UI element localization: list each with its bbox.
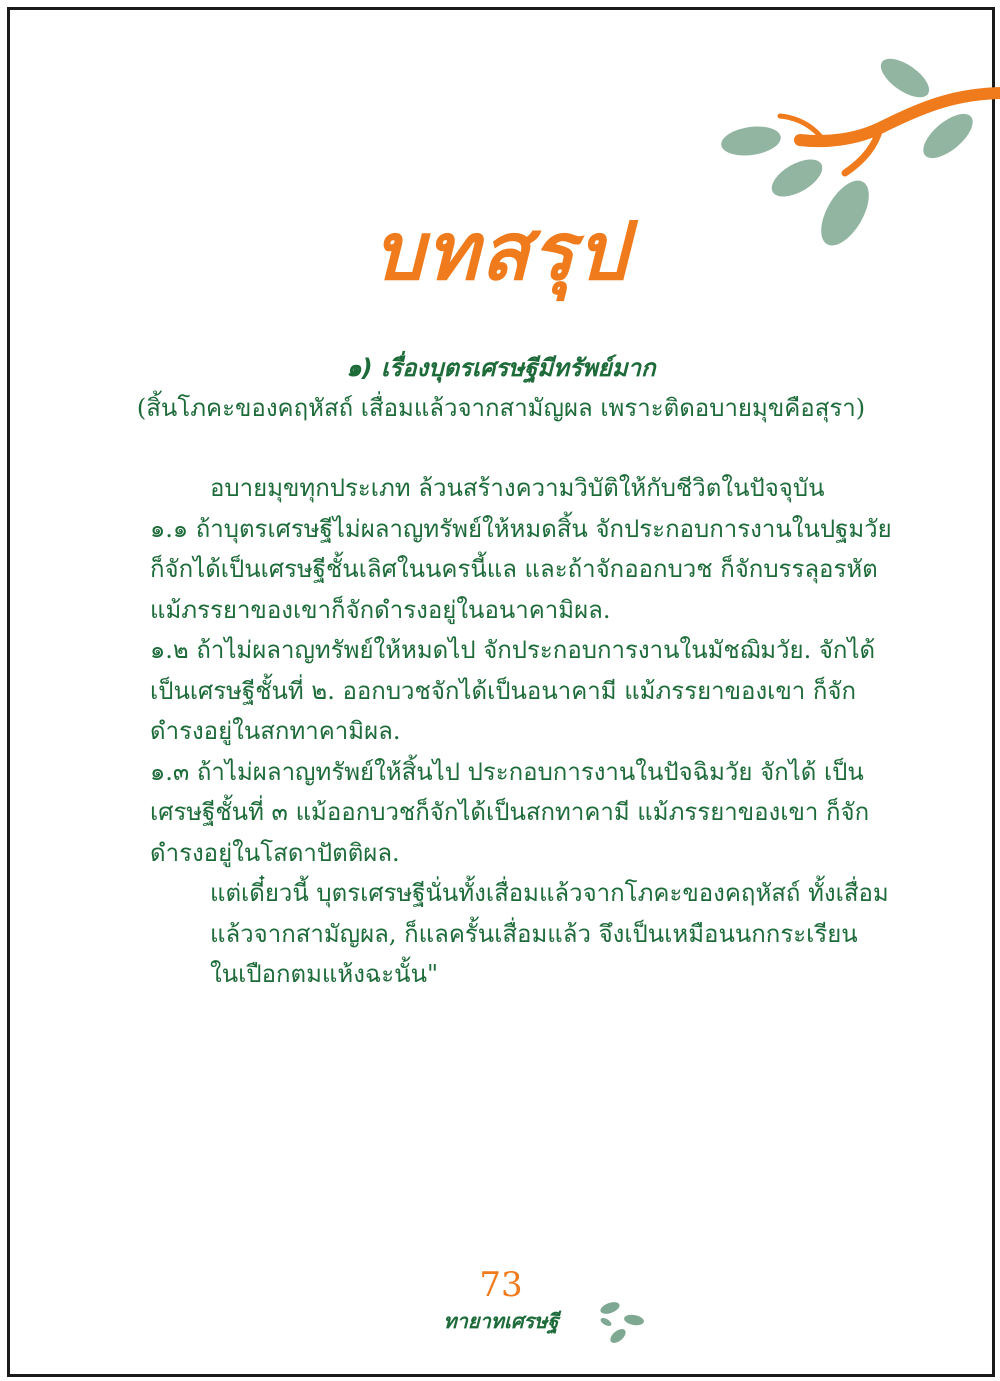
intro-paragraph: อบายมุขทุกประเภท ล้วนสร้างความวิบัติให้กับชีวิตในปัจจุบัน (210, 474, 825, 502)
conclusion-paragraph: แต่เดี๋ยวนี้ บุตรเศรษฐีนั่นทั้งเสื่อมแล้วจากโภคะของคฤหัสถ์ ทั้งเสื่อมแล้วจากสามัญผล, ก็แลครั้นเสื่อมแล้ว จึงเป็นเหมือนนกกระเรียน ในเปือกตมแห้งฉะนั้น" (210, 879, 889, 988)
section-subheading: (สิ้นโภคะของคฤหัสถ์ เสื่อมแล้วจากสามัญผล เพราะติดอบายมุขคือสุรา) (136, 394, 866, 422)
item-1-3: ๑.๓ ถ้าไม่ผลาญทรัพย์ให้สิ้นไป ประกอบการงานในปัจฉิมวัย จักได้ เป็นเศรษฐีชั้นที่ ๓ แม้ออกบวชก็จักได้เป็นสกทาคามี แม้ภรรยาของเขา ก็จักดำรงอยู่ในโสดาปัตติผล. (150, 757, 870, 867)
page (7, 7, 995, 1377)
footer-leaves-icon (592, 1292, 662, 1362)
page-number: 73 (479, 1265, 523, 1305)
item-1-1: ๑.๑ ถ้าบุตรเศรษฐีไม่ผลาญทรัพย์ให้หมดสิ้น จักประกอบการงานในปฐมวัย ก็จักได้เป็นเศรษฐีชั้นเลิศในนครนี้แล และถ้าจักออกบวช ก็จักบรรลุอรหัต แม้ภรรยาของเขาก็จักดำรงอยู่ในอนาคามิผล. (150, 514, 892, 624)
page-title: บทสรุป (372, 205, 630, 298)
body-text (150, 468, 892, 995)
item-1-2: ๑.๒ ถ้าไม่ผลาญทรัพย์ให้หมดไป จักประกอบการงานในมัชฌิมวัย. จักได้เป็นเศรษฐีชั้นที่ ๒. ออกบวชจักได้เป็นอนาคามี แม้ภรรยาของเขา ก็จักดำรงอยู่ในสกทาคามิผล. (150, 636, 876, 745)
section-heading: ๑) เรื่องบุตรเศรษฐีมีทรัพย์มาก (346, 354, 656, 382)
footer-brand-text: ทายาทเศรษฐี (443, 1309, 559, 1333)
